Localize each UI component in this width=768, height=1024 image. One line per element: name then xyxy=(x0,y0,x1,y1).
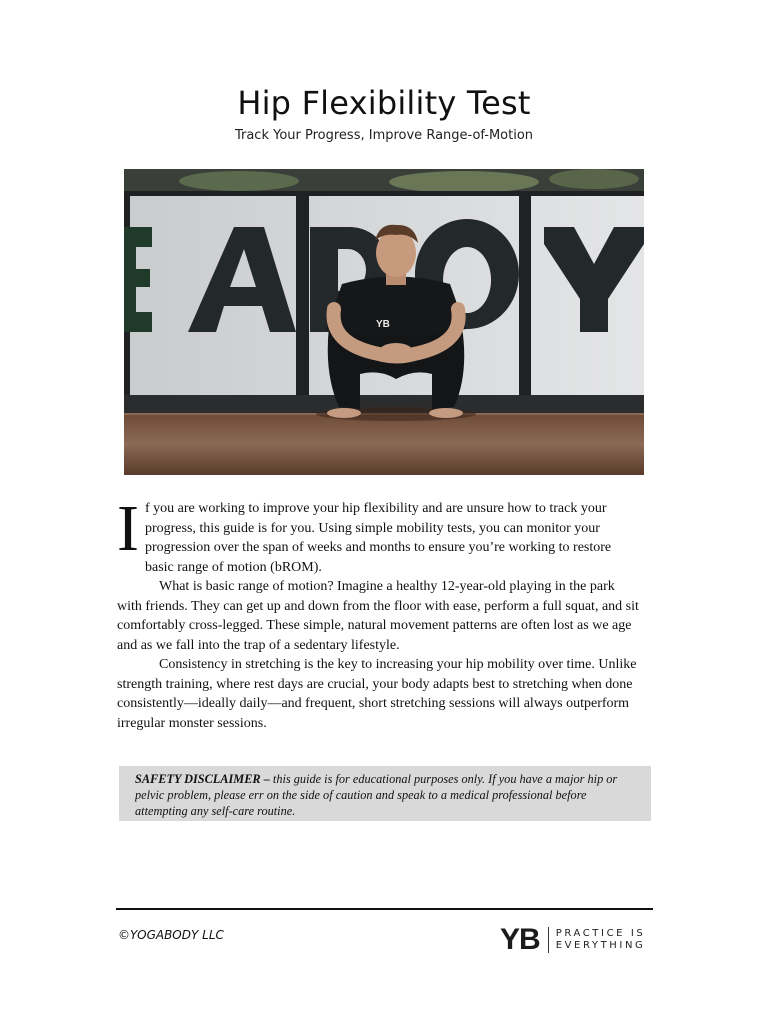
paragraph-3: Consistency in stretching is the key to increasing your hip mobility over time. Unlike strength training, where rest days are crucial, your body adapts best to stretching when done consistently—ideally daily—and frequent, short stretching sessions will always outperform irregular monster sessions. xyxy=(117,657,637,731)
safety-disclaimer xyxy=(119,766,651,821)
drop-cap: I xyxy=(117,492,139,565)
footer-divider xyxy=(116,908,653,910)
paragraph-1: f you are working to improve your hip flexibility and are unsure how to track your progress, this guide is for you. Using simple mobility tests, you can monitor your progression over the span of weeks and months to ensure you’re working to restore basic range of motion (bROM). xyxy=(144,501,612,575)
page-subtitle: Track Your Progress, Improve Range-of-Motion xyxy=(234,128,534,143)
tagline-line-2: EVERYTHING xyxy=(555,940,646,951)
brand-mark: YB xyxy=(500,924,540,956)
tagline-line-1: PRACTICE IS xyxy=(555,928,646,939)
page-title: Hip Flexibility Test xyxy=(237,84,531,122)
disclaimer-text: this guide is for educational purposes only. If you have a major hip or pelvic problem, please err on the side of caution and speak to a medical professional before attempting any self-care routine. xyxy=(135,772,618,818)
brand-separator xyxy=(548,927,549,953)
shirt-logo: YB xyxy=(376,319,390,330)
intro-text xyxy=(117,492,641,733)
hero-photo xyxy=(124,169,644,475)
copyright-text: ©YOGABODY LLC xyxy=(118,928,224,942)
paragraph-2: What is basic range of motion? Imagine a healthy 12-year-old playing in the park with friends. They can get up and down from the floor with ease, perform a full squat, and sit comfortably cross-legged. These simple, natural movement patterns are often lost as we age and as we fall into the trap of a sedentary lifestyle. xyxy=(117,579,639,653)
brand-tagline xyxy=(556,928,646,952)
disclaimer-label: SAFETY DISCLAIMER – xyxy=(135,772,270,786)
yogabody-logo xyxy=(500,924,650,956)
